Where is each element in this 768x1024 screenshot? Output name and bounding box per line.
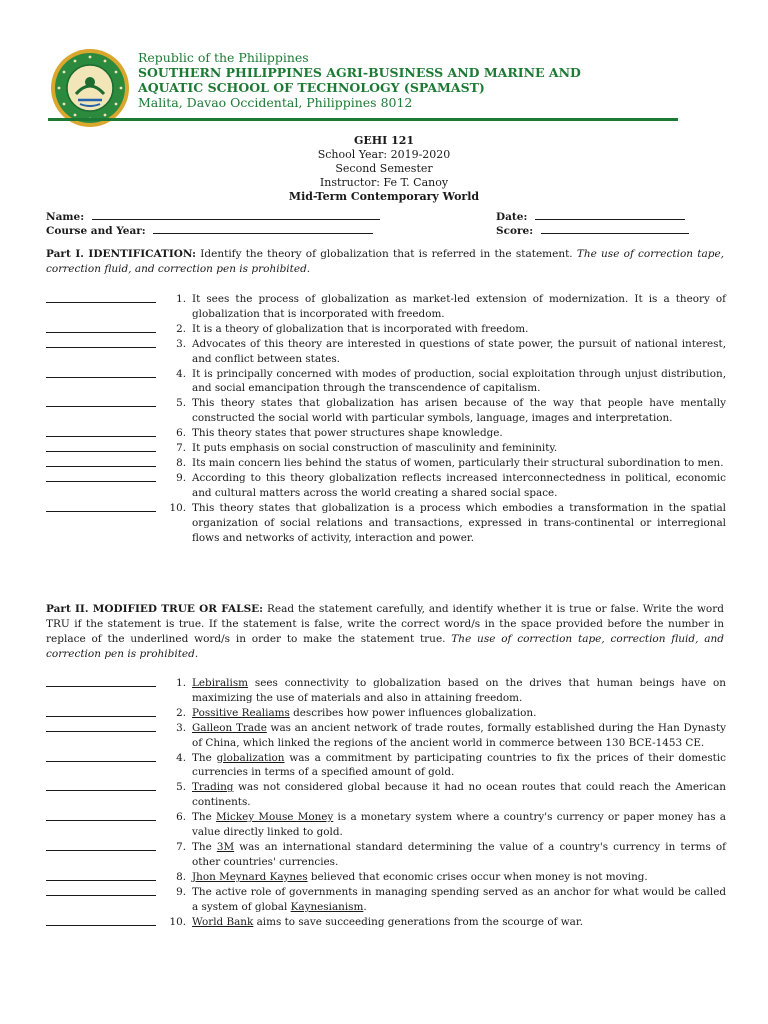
statement-post: sees connectivity to globalization based on the drives that human beings have on maximizing the use of materials and also in attaining freedom.: [192, 677, 726, 704]
part1-heading: Part I. IDENTIFICATION:: [46, 248, 197, 260]
date-blank[interactable]: [535, 209, 685, 220]
statement-post: was an international standard determining the value of a country's currency in terms of other countries' currencies.: [192, 840, 726, 868]
statement-pre: The: [192, 811, 217, 824]
item-statement: Its main concern lies behind the status of women, particularly their structural subordination to men.: [192, 456, 724, 469]
exam-title-block: [0, 134, 768, 204]
item-statement: According to this theory globalization reflects increased interconnectedness in political, economic and cultural matters across the world creating a shared social space.: [192, 471, 726, 499]
school-year: School Year: 2019-2020: [317, 148, 451, 161]
item-statement: [192, 870, 726, 885]
statement-post: was a commitment by participating countries to fix the prices of their domestic currencies in terms of a specified amount of gold.: [192, 751, 726, 779]
item-number: 10.: [169, 501, 186, 514]
item-number: 9.: [176, 885, 186, 898]
item-number: 7.: [176, 840, 186, 853]
answer-blank[interactable]: [46, 686, 156, 687]
statement-post: .: [363, 900, 367, 913]
instructor: Instructor: Fe T. Canoy: [319, 176, 449, 189]
answer-blank[interactable]: [46, 481, 156, 482]
underlined-term: Possitive Realiams: [192, 706, 290, 719]
answer-blank[interactable]: [46, 880, 156, 881]
underlined-term: Jhon Meynard Kaynes: [192, 870, 308, 883]
answer-blank[interactable]: [46, 511, 156, 512]
answer-blank[interactable]: [46, 347, 156, 348]
item-number: 2.: [176, 322, 186, 335]
answer-blank[interactable]: [46, 302, 156, 303]
item-number: 8.: [176, 456, 186, 469]
part1-item: [46, 367, 726, 397]
semester: Second Semester: [335, 162, 433, 175]
item-statement: [192, 810, 726, 840]
part2-item: [46, 706, 726, 721]
part2-instruction: Read the statement carefully, and identify whether it is true or false. Write the word TRU if the statement is true. If the statement is false, write the correct word/s in the space provided before the number in replace of the underlined word/s in order to make the statement true.: [46, 603, 724, 645]
part1-note: The use of correction tape, correction fluid, and correction pen is prohibited.: [46, 248, 725, 275]
statement-post: believed that economic crises occur when money is not moving.: [307, 870, 648, 883]
item-number: 9.: [176, 471, 186, 484]
item-statement: This theory states that globalization has arisen because of the way that people have mentally constructed the social world with particular symbols, language, images and interpretation.: [192, 397, 726, 425]
part1-item: [46, 337, 726, 367]
item-number: 5.: [176, 397, 186, 410]
score-label: Score:: [496, 225, 534, 237]
score-row: [496, 223, 689, 238]
underlined-term: Mickey Mouse Money: [216, 811, 334, 824]
course-year-blank[interactable]: [153, 223, 373, 234]
part2-note: The use of correction tape, correction fluid, and correction pen is prohibited.: [46, 633, 725, 660]
item-number: 1.: [176, 677, 186, 689]
underlined-term: Galleon Trade: [192, 721, 267, 734]
answer-blank[interactable]: [46, 451, 156, 452]
item-statement: [192, 915, 726, 930]
part2-item: [46, 810, 726, 840]
part2-instructions: [46, 602, 724, 662]
part2-item: [46, 840, 726, 870]
part1-item: [46, 456, 726, 471]
underlined-term: World Bank: [192, 915, 254, 928]
part1-instructions: [46, 247, 724, 277]
date-label: Date:: [496, 211, 528, 223]
name-row: [46, 209, 380, 224]
statement-post: aims to save succeeding generations from the scourge of war.: [253, 915, 583, 928]
part2-item: [46, 676, 726, 706]
item-number: 4.: [176, 751, 186, 764]
item-statement: It puts emphasis on social construction of masculinity and femininity.: [192, 442, 558, 455]
part2-item: [46, 915, 726, 930]
part1-item-list: [46, 292, 726, 545]
answer-blank[interactable]: [46, 332, 156, 333]
item-statement: This theory states that power structures shape knowledge.: [192, 427, 503, 440]
part2-item: [46, 870, 726, 885]
name-label: Name:: [46, 211, 85, 223]
exam-title: Mid-Term Contemporary World: [288, 190, 480, 203]
statement-pre: The: [192, 840, 217, 853]
underlined-term: 3M: [216, 840, 235, 853]
item-statement: [192, 676, 726, 706]
school-address: Malita, Davao Occidental, Philippines 8012: [138, 95, 413, 110]
part1-item: [46, 322, 726, 337]
part1-item: [46, 396, 726, 426]
part2-item-list: [46, 676, 726, 929]
answer-blank[interactable]: [46, 466, 156, 467]
course-year-label: Course and Year:: [46, 225, 146, 237]
part1-instruction: Identify the theory of globalization that is referred in the statement.: [196, 248, 577, 260]
school-name-line2: AQUATIC SCHOOL OF TECHNOLOGY (SPAMAST): [138, 80, 485, 95]
part2-item: [46, 885, 726, 915]
item-number: 4.: [176, 367, 186, 380]
part2-item: [46, 721, 726, 751]
answer-blank[interactable]: [46, 406, 156, 407]
statement-post: describes how power influences globalization.: [289, 706, 537, 719]
statement-pre: The: [192, 751, 217, 764]
answer-blank[interactable]: [46, 850, 156, 851]
underlined-term: globalization: [216, 751, 285, 764]
item-number: 10.: [169, 915, 186, 928]
underlined-term: Kaynesianism: [290, 900, 364, 913]
answer-blank[interactable]: [46, 716, 156, 717]
part2-item: [46, 780, 726, 810]
item-number: 7.: [176, 442, 186, 455]
statement-post: was not considered global because it had no ocean routes that could reach the American continents.: [192, 781, 726, 809]
statement-post: is a monetary system where a country's currency or paper money has a value directly linked to gold.: [192, 811, 726, 839]
school-name-line1: SOUTHERN PHILIPPINES AGRI-BUSINESS AND MARINE AND: [138, 65, 581, 80]
underlined-term: Trading: [192, 781, 234, 794]
part2-heading: Part II. MODIFIED TRUE OR FALSE:: [46, 603, 264, 615]
part2-item: [46, 751, 726, 781]
answer-blank[interactable]: [46, 895, 156, 896]
republic-line: Republic of the Philippines: [138, 50, 309, 65]
item-statement: [192, 780, 726, 810]
school-seal-logo: [50, 48, 130, 128]
item-statement: It is a theory of globalization that is incorporated with freedom.: [192, 322, 529, 335]
item-number: 2.: [176, 706, 186, 719]
item-statement: It is principally concerned with modes of production, social exploitation through unjust distribution, and social emancipation through the transcendence of capitalism.: [192, 367, 726, 395]
item-number: 6.: [176, 427, 186, 440]
item-number: 5.: [176, 781, 186, 794]
item-number: 1.: [176, 293, 186, 305]
answer-blank[interactable]: [46, 731, 156, 732]
name-blank[interactable]: [92, 209, 380, 220]
school-header: [138, 50, 581, 110]
statement-post: was an ancient network of trade routes, formally established during the Han Dynasty of China, which linked the regions of the ancient world in commerce between 130 BCE-1453 CE.: [192, 721, 726, 749]
part1-item: [46, 471, 726, 501]
item-statement: It sees the process of globalization as market-led extension of modernization. It is a theory of globalization that is incorporated with freedom.: [192, 293, 726, 320]
answer-blank[interactable]: [46, 820, 156, 821]
item-statement: Advocates of this theory are interested in questions of state power, the pursuit of national interest, and conflict between states.: [192, 337, 726, 365]
item-statement: [192, 706, 726, 721]
answer-blank[interactable]: [46, 790, 156, 791]
item-number: 3.: [176, 337, 186, 350]
part1-item: [46, 441, 726, 456]
item-statement: This theory states that globalization is a process which embodies a transformation in the spatial organization of social relations and transactions, expressed in trans-continental or interregional flows and networks of activity, interaction and power.: [192, 501, 726, 544]
item-statement: [192, 751, 726, 781]
course-code: GEHI 121: [353, 134, 415, 147]
underlined-term: Lebiralism: [192, 677, 249, 689]
item-statement: [192, 721, 726, 751]
statement-pre: The active role of governments in managing spending served as an anchor for what would be called a system of global: [192, 885, 726, 913]
answer-blank[interactable]: [46, 436, 156, 437]
date-row: [496, 209, 685, 224]
course-year-row: [46, 223, 373, 238]
part1-item: [46, 426, 726, 441]
item-number: 3.: [176, 721, 186, 734]
answer-blank[interactable]: [46, 925, 156, 926]
item-statement: [192, 885, 726, 915]
answer-blank[interactable]: [46, 377, 156, 378]
item-number: 6.: [176, 811, 186, 824]
score-blank[interactable]: [541, 223, 689, 234]
answer-blank[interactable]: [46, 761, 156, 762]
part1-item: [46, 501, 726, 546]
part1-item: [46, 292, 726, 322]
item-statement: [192, 840, 726, 870]
item-number: 8.: [176, 870, 186, 883]
header-divider: [48, 118, 678, 121]
